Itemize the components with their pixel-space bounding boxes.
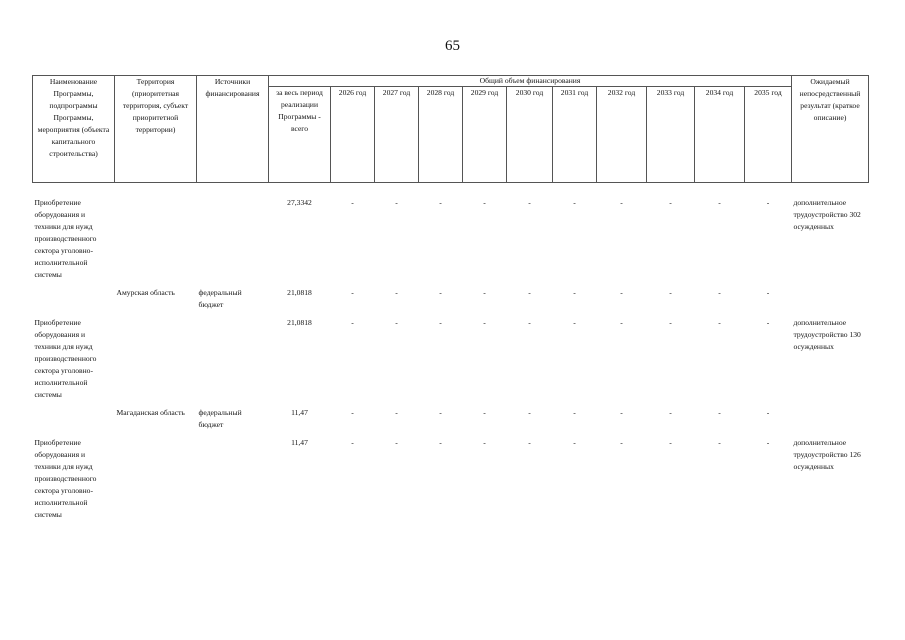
cell-name: Приобретение оборудования и техники для нужд производственного сектора уголовно-исполнительной системы bbox=[34, 438, 97, 519]
cell-year: - bbox=[351, 198, 354, 207]
cell-year: - bbox=[483, 318, 486, 327]
cell-territory: Магаданская область bbox=[116, 408, 185, 417]
cell-source bbox=[197, 437, 269, 521]
cell-year: - bbox=[528, 318, 531, 327]
table-row bbox=[33, 197, 869, 281]
header-result: Ожидаемый непосредственный результат (краткое описание) bbox=[792, 76, 869, 183]
table-row bbox=[33, 287, 869, 311]
cell-year: - bbox=[573, 408, 576, 417]
cell-year: - bbox=[439, 438, 442, 447]
cell-year: - bbox=[351, 318, 354, 327]
cell-year: - bbox=[718, 198, 721, 207]
header-territory: Территория (приоритетная территория, субъект приоритетной территории) bbox=[115, 76, 197, 183]
cell-year: - bbox=[620, 288, 623, 297]
cell-year: - bbox=[351, 288, 354, 297]
cell-result bbox=[792, 407, 869, 431]
header-year: 2031 год bbox=[553, 87, 597, 183]
cell-year: - bbox=[766, 318, 770, 327]
cell-result: дополнительное трудоустройство 302 осужденных bbox=[793, 198, 861, 231]
cell-year: - bbox=[573, 438, 576, 447]
cell-year: - bbox=[718, 288, 721, 297]
table-row bbox=[33, 437, 869, 521]
cell-year: - bbox=[483, 408, 486, 417]
cell-year: - bbox=[483, 288, 486, 297]
cell-year: - bbox=[718, 318, 721, 327]
header-year: 2033 год bbox=[647, 87, 695, 183]
header-year: 2030 год bbox=[507, 87, 553, 183]
cell-year: - bbox=[620, 198, 623, 207]
cell-result: дополнительное трудоустройство 126 осужденных bbox=[793, 438, 861, 471]
header-name: Наименование Программы, подпрограммы Программы, мероприятия (объекта капитального строительства) bbox=[33, 76, 115, 183]
cell-territory: Амурская область bbox=[116, 288, 175, 297]
header-year: 2027 год bbox=[375, 87, 419, 183]
cell-name: Приобретение оборудования и техники для нужд производственного сектора уголовно-исполнительной системы bbox=[34, 198, 97, 279]
header-financing-group: Общий объем финансирования bbox=[269, 76, 792, 87]
cell-year: - bbox=[669, 438, 672, 447]
cell-total: 21,0818 bbox=[287, 318, 312, 327]
cell-year: - bbox=[669, 198, 672, 207]
header-year: 2026 год bbox=[331, 87, 375, 183]
cell-source: федеральный бюджет bbox=[198, 408, 242, 429]
header-total: за весь период реализации Программы - всего bbox=[269, 87, 331, 183]
financing-table bbox=[32, 75, 869, 521]
cell-territory bbox=[115, 437, 197, 521]
cell-year: - bbox=[351, 408, 354, 417]
cell-year: - bbox=[528, 288, 531, 297]
cell-name bbox=[33, 287, 115, 311]
cell-year: - bbox=[766, 288, 770, 297]
header-year: 2032 год bbox=[597, 87, 647, 183]
cell-year: - bbox=[669, 408, 672, 417]
cell-name bbox=[33, 407, 115, 431]
cell-year: - bbox=[483, 198, 486, 207]
cell-year: - bbox=[718, 408, 721, 417]
cell-year: - bbox=[573, 288, 576, 297]
cell-source bbox=[197, 317, 269, 401]
cell-year: - bbox=[766, 438, 770, 447]
cell-year: - bbox=[620, 438, 623, 447]
cell-year: - bbox=[439, 408, 442, 417]
cell-territory bbox=[115, 197, 197, 281]
cell-year: - bbox=[351, 438, 354, 447]
cell-year: - bbox=[439, 288, 442, 297]
cell-year: - bbox=[483, 438, 486, 447]
cell-source: федеральный бюджет bbox=[198, 288, 242, 309]
cell-territory bbox=[115, 317, 197, 401]
cell-year: - bbox=[395, 318, 398, 327]
cell-year: - bbox=[669, 288, 672, 297]
header-year: 2035 год bbox=[745, 87, 792, 183]
cell-year: - bbox=[620, 318, 623, 327]
cell-total: 11,47 bbox=[291, 408, 308, 417]
cell-year: - bbox=[395, 438, 398, 447]
cell-result bbox=[792, 287, 869, 311]
cell-year: - bbox=[528, 408, 531, 417]
cell-year: - bbox=[718, 438, 721, 447]
cell-year: - bbox=[528, 438, 531, 447]
cell-year: - bbox=[439, 198, 442, 207]
cell-source bbox=[197, 197, 269, 281]
cell-year: - bbox=[439, 318, 442, 327]
header-year: 2029 год bbox=[463, 87, 507, 183]
header-year: 2028 год bbox=[419, 87, 463, 183]
cell-result: дополнительное трудоустройство 130 осужденных bbox=[793, 318, 861, 351]
cell-year: - bbox=[766, 408, 770, 417]
cell-year: - bbox=[528, 198, 531, 207]
cell-year: - bbox=[395, 288, 398, 297]
cell-year: - bbox=[395, 198, 398, 207]
cell-year: - bbox=[669, 318, 672, 327]
table-row bbox=[33, 407, 869, 431]
cell-total: 11,47 bbox=[291, 438, 308, 447]
table-row bbox=[33, 317, 869, 401]
cell-total: 21,0818 bbox=[287, 288, 312, 297]
cell-year: - bbox=[620, 408, 623, 417]
cell-total: 27,3342 bbox=[287, 198, 312, 207]
cell-year: - bbox=[573, 198, 576, 207]
cell-year: - bbox=[395, 408, 398, 417]
page-number: 65 bbox=[445, 38, 460, 54]
cell-name: Приобретение оборудования и техники для нужд производственного сектора уголовно-исполнительной системы bbox=[34, 318, 97, 399]
cell-year: - bbox=[573, 318, 576, 327]
cell-year: - bbox=[766, 198, 770, 207]
header-year: 2034 год bbox=[695, 87, 745, 183]
header-source: Источники финансирования bbox=[197, 76, 269, 183]
